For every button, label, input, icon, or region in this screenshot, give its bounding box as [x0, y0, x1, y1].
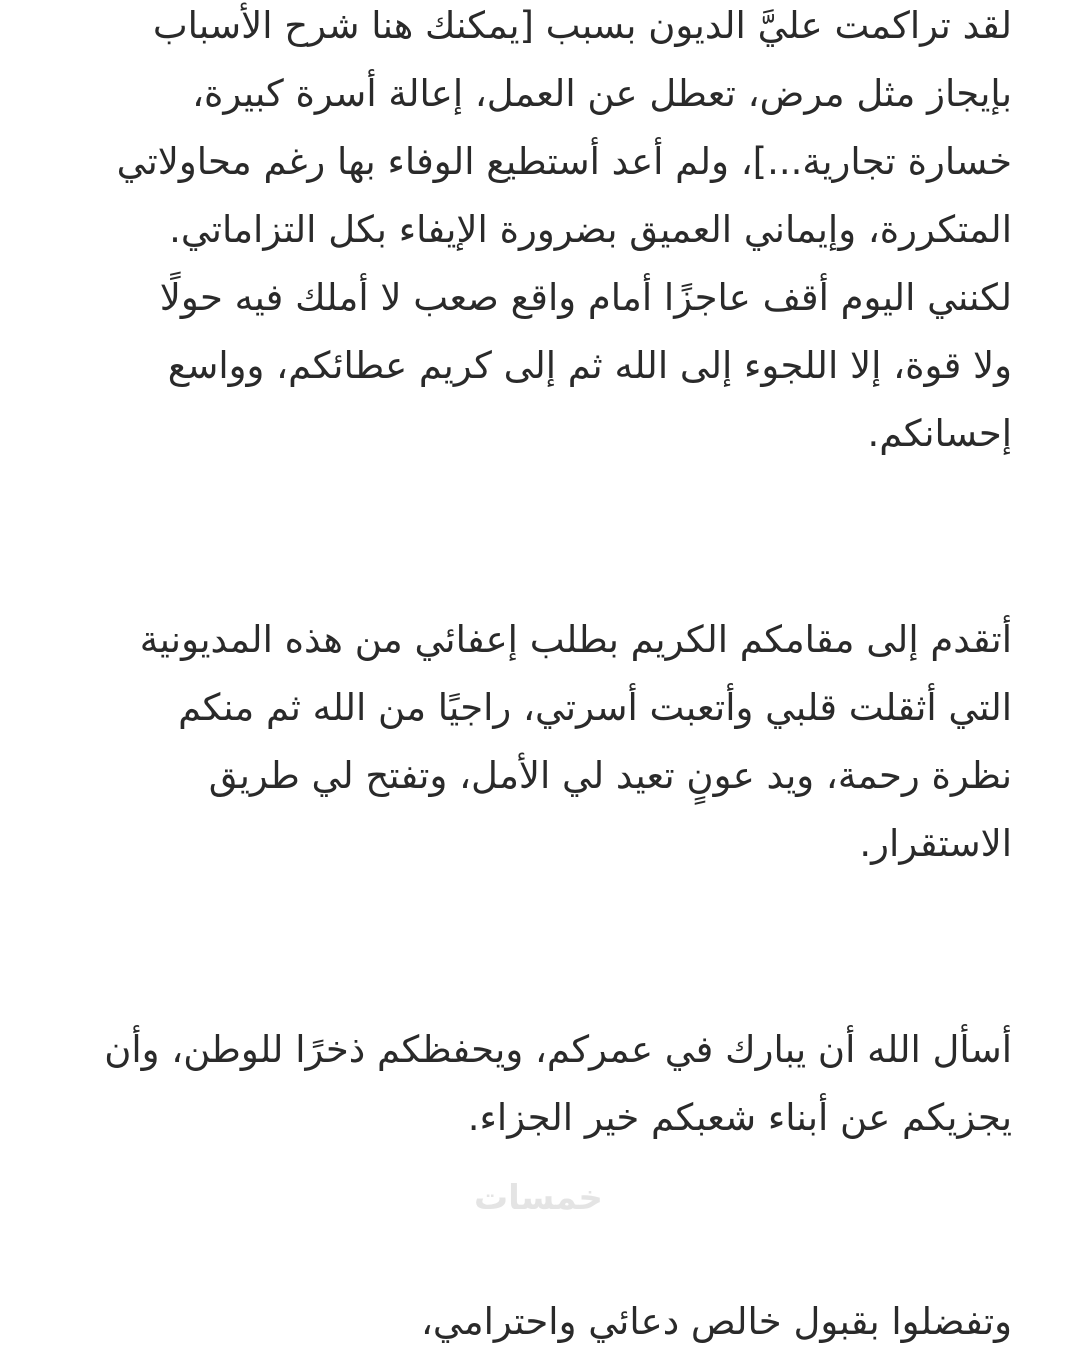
text-line: وتفضلوا بقبول خالص دعائي واحترامي، — [420, 1300, 1012, 1343]
paragraph-spacer — [62, 1152, 1012, 1288]
paragraph-closing — [62, 1288, 1012, 1356]
text-line: التي أثقلت قلبي وأتعبت أسرتي، راجيًا من الله ثم منكم — [178, 686, 1012, 729]
text-line: أسأل الله أن يبارك في عمركم، ويحفظكم ذخرًا للوطن، وأن — [104, 1028, 1012, 1071]
text-line: إحسانكم. — [867, 412, 1012, 455]
text-line: خسارة تجارية...]، ولم أعد أستطيع الوفاء بها رغم محاولاتي — [116, 140, 1012, 183]
paragraph-debt-reasons — [62, 0, 1012, 468]
khamsat-watermark: خمسات — [474, 1178, 603, 1218]
text-line: بإيجاز مثل مرض، تعطل عن العمل، إعالة أسرة كبيرة، — [192, 72, 1012, 115]
letter-body — [62, 0, 1012, 1356]
text-line: نظرة رحمة، ويد عونٍ تعيد لي الأمل، وتفتح لي طريق — [208, 754, 1012, 797]
text-line: لكنني اليوم أقف عاجزًا أمام واقع صعب لا أملك فيه حولًا — [159, 276, 1012, 319]
text-line: الاستقرار. — [859, 822, 1012, 865]
paragraph-spacer — [62, 878, 1012, 1016]
text-line: المتكررة، وإيماني العميق بضرورة الإيفاء بكل التزاماتي. — [169, 208, 1012, 251]
text-line: أتقدم إلى مقامكم الكريم بطلب إعفائي من هذه المديونية — [139, 618, 1012, 661]
paragraph-prayer — [62, 1016, 1012, 1152]
text-line: لقد تراكمت عليَّ الديون بسبب [يمكنك هنا شرح الأسباب — [152, 4, 1012, 47]
text-line: يجزيكم عن أبناء شعبكم خير الجزاء. — [467, 1096, 1012, 1139]
paragraph-request — [62, 606, 1012, 878]
paragraph-spacer — [62, 468, 1012, 606]
text-line: ولا قوة، إلا اللجوء إلى الله ثم إلى كريم عطائكم، وواسع — [167, 344, 1012, 387]
